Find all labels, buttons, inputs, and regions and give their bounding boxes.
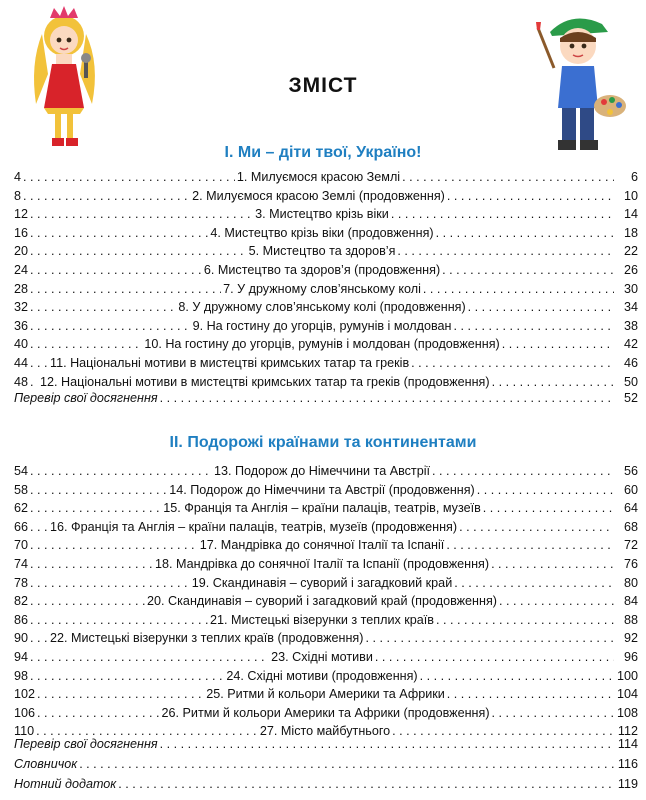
entry-title: Перевір свої досягнення bbox=[14, 390, 158, 405]
end-page: 84 bbox=[624, 594, 638, 609]
end-page: 68 bbox=[623, 519, 638, 534]
start-page: 28 bbox=[14, 281, 29, 296]
toc-entry[interactable] bbox=[14, 774, 638, 794]
toc-entry[interactable] bbox=[14, 168, 638, 187]
toc-entry[interactable] bbox=[14, 481, 638, 500]
toc-entry[interactable] bbox=[14, 187, 638, 206]
start-page: 24 bbox=[14, 262, 29, 277]
toc-entry[interactable] bbox=[14, 611, 638, 630]
toc-entry[interactable] bbox=[14, 754, 638, 774]
entry-title: 7. У дружному слов’янському колі bbox=[223, 281, 421, 296]
end-page: 50 bbox=[623, 374, 638, 389]
start-page: 12 bbox=[14, 207, 29, 222]
end-page: 100 bbox=[617, 668, 638, 683]
end-page: 80 bbox=[624, 575, 638, 590]
start-page: 8 bbox=[14, 188, 22, 203]
toc-entry[interactable] bbox=[14, 354, 638, 373]
section-1-heading: І. Ми – діти твої, Україно! bbox=[224, 144, 422, 161]
entry-title: 16. Франція та Англія – країни палаців, театрів, музеїв (продовження) bbox=[50, 519, 458, 534]
end-page: 108 bbox=[617, 705, 638, 720]
entry-title: 25. Ритми й кольори Америки та Африки bbox=[206, 687, 445, 702]
entry-title: 9. На гостину до угорців, румунів і молдован bbox=[192, 318, 452, 333]
start-page: 74 bbox=[14, 556, 29, 571]
start-page: 20 bbox=[14, 244, 29, 259]
section-2-heading: ІІ. Подорожі країнами та континентами bbox=[169, 434, 477, 451]
entry-title: 11. Національні мотиви в мистецтві кримських татар та греків bbox=[50, 355, 410, 370]
start-page: 70 bbox=[14, 538, 29, 553]
start-page: 66 bbox=[14, 519, 29, 534]
start-page: 98 bbox=[14, 668, 29, 683]
start-page: 62 bbox=[14, 501, 29, 516]
toc-entry[interactable] bbox=[14, 242, 638, 261]
entry-title: 12. Національні мотиви в мистецтві кримських татар та греків (продовження) bbox=[40, 374, 490, 389]
entry-title: 8. У дружному слов’янському колі (продовження) bbox=[178, 300, 466, 315]
start-page: 78 bbox=[14, 575, 29, 590]
toc-entry[interactable] bbox=[14, 205, 638, 224]
toc-entry[interactable] bbox=[14, 648, 638, 667]
start-page: 86 bbox=[14, 612, 29, 627]
end-page: 64 bbox=[624, 501, 638, 516]
entry-title: 18. Мандрівка до сонячної Італії та Іспанії (продовження) bbox=[154, 556, 490, 571]
toc-entry[interactable] bbox=[14, 555, 638, 574]
start-page: 102 bbox=[14, 687, 36, 702]
entry-title: Словничок bbox=[14, 756, 78, 771]
end-page: 88 bbox=[624, 612, 638, 627]
toc-entry[interactable] bbox=[14, 224, 638, 243]
start-page: 110 bbox=[14, 724, 35, 739]
entry-title: 15. Франція та Англія – країни палаців, театрів, музеїв bbox=[163, 501, 481, 516]
end-page: 26 bbox=[624, 262, 638, 277]
end-page: 6 bbox=[630, 170, 638, 184]
start-page: 54 bbox=[14, 464, 29, 478]
toc-entry[interactable] bbox=[14, 592, 638, 611]
toc-entry[interactable] bbox=[14, 462, 638, 481]
end-page: 114 bbox=[617, 736, 638, 751]
toc-entry[interactable] bbox=[14, 261, 638, 280]
end-page: 72 bbox=[624, 538, 638, 553]
start-page: 106 bbox=[14, 705, 36, 720]
entry-title: Перевір свої досягнення bbox=[14, 736, 158, 751]
entry-title: 10. На гостину до угорців, румунів і молдован (продовження) bbox=[144, 337, 500, 352]
end-page: 56 bbox=[623, 464, 638, 478]
end-page: 60 bbox=[623, 482, 638, 497]
end-page: 112 bbox=[617, 724, 638, 739]
toc-entry[interactable] bbox=[14, 704, 638, 723]
toc-entry[interactable] bbox=[14, 317, 638, 336]
entry-title: 23. Східні мотиви bbox=[271, 649, 373, 664]
start-page: 32 bbox=[14, 300, 29, 315]
entry-title: 2. Милуємося красою Землі (продовження) bbox=[192, 188, 445, 203]
start-page: 36 bbox=[14, 318, 29, 333]
entry-title: 13. Подорож до Німеччини та Австрії bbox=[214, 464, 431, 478]
entry-title: Нотний додаток bbox=[14, 776, 117, 791]
end-page: 18 bbox=[623, 225, 638, 240]
entry-title: 21. Мистецькі візерунки з теплих країв bbox=[210, 612, 434, 627]
start-page: 58 bbox=[14, 482, 29, 497]
entry-title: 14. Подорож до Німеччини та Австрії (продовження) bbox=[169, 482, 475, 497]
start-page: 82 bbox=[14, 594, 29, 609]
end-page: 30 bbox=[623, 281, 638, 296]
end-page: 14 bbox=[623, 207, 638, 222]
end-page: 92 bbox=[623, 631, 638, 646]
section-1-list bbox=[14, 168, 638, 391]
end-page: 42 bbox=[624, 337, 638, 352]
start-page: 44 bbox=[14, 355, 29, 370]
page-title: ЗМІСТ bbox=[288, 74, 358, 97]
toc-entry[interactable] bbox=[14, 280, 638, 299]
section-2-list bbox=[14, 462, 638, 741]
end-page: 10 bbox=[623, 188, 638, 203]
toc-entry[interactable] bbox=[14, 574, 638, 593]
entry-title: 6. Мистецтво та здоров’я (продовження) bbox=[203, 262, 441, 277]
start-page: 48 bbox=[14, 374, 29, 389]
entry-title: 19. Скандинавія – суворий і загадковий край bbox=[191, 575, 453, 590]
entry-title: 24. Східні мотиви (продовження) bbox=[226, 668, 418, 683]
end-page: 46 bbox=[623, 355, 638, 370]
toc-entry[interactable] bbox=[14, 335, 638, 354]
toc-entry[interactable] bbox=[14, 685, 638, 704]
end-page: 22 bbox=[623, 244, 638, 259]
end-page: 96 bbox=[624, 649, 638, 664]
start-page: 16 bbox=[14, 225, 29, 240]
end-page: 34 bbox=[623, 300, 638, 315]
start-page: 4 bbox=[14, 170, 22, 184]
toc-entry[interactable] bbox=[14, 388, 638, 408]
entry-title: 20. Скандинавія – суворий і загадковий край (продовження) bbox=[147, 594, 497, 609]
toc-entry[interactable] bbox=[14, 298, 638, 317]
end-page: 119 bbox=[617, 776, 638, 791]
start-page: 94 bbox=[14, 649, 29, 664]
entry-title: 26. Ритми й кольори Америки та Африки (продовження) bbox=[161, 705, 490, 720]
entry-title: 17. Мандрівка до сонячної Італії та Іспанії bbox=[199, 538, 445, 553]
section-1-review bbox=[14, 388, 638, 408]
entry-title: 22. Мистецькі візерунки з теплих країв (продовження) bbox=[50, 631, 364, 646]
end-page: 52 bbox=[623, 390, 638, 405]
entry-title: 4. Мистецтво крізь віки (продовження) bbox=[210, 225, 434, 240]
toc-entry[interactable] bbox=[14, 629, 638, 648]
toc-entry[interactable] bbox=[14, 499, 638, 518]
entry-title: 5. Мистецтво та здоров’я bbox=[248, 244, 396, 259]
appendix-list bbox=[14, 734, 638, 794]
toc-entry[interactable] bbox=[14, 734, 638, 754]
start-page: 40 bbox=[14, 337, 29, 352]
toc-entry[interactable] bbox=[14, 667, 638, 686]
end-page: 116 bbox=[617, 756, 638, 771]
end-page: 76 bbox=[624, 556, 638, 571]
entry-title: 3. Мистецтво крізь віки bbox=[255, 207, 389, 222]
toc-entry[interactable] bbox=[14, 518, 638, 537]
toc-entry[interactable] bbox=[14, 536, 638, 555]
entry-title: 27. Місто майбутнього bbox=[259, 724, 391, 739]
end-page: 104 bbox=[617, 687, 638, 702]
end-page: 38 bbox=[624, 318, 638, 333]
entry-title: 1. Милуємося красою Землі bbox=[236, 170, 401, 184]
start-page: 90 bbox=[14, 631, 29, 646]
